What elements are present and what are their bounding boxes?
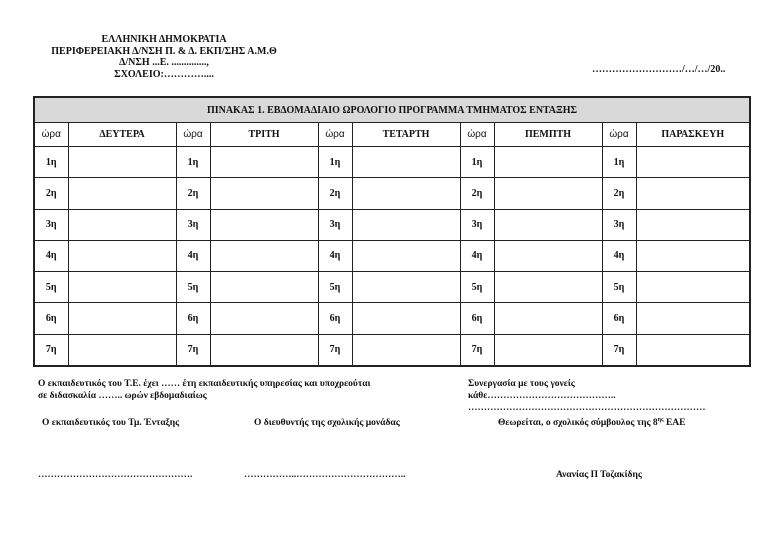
advisor-name: Ανανίας Π Τοζακίδης — [556, 470, 642, 480]
lesson-cell[interactable] — [68, 334, 176, 366]
hour-cell: 2η — [318, 178, 352, 209]
hour-cell: 5η — [34, 272, 68, 303]
lesson-cell[interactable] — [210, 334, 318, 366]
table-row — [34, 209, 750, 240]
hour-cell: 2η — [602, 178, 636, 209]
lesson-cell[interactable] — [494, 272, 602, 303]
lesson-cell[interactable] — [494, 209, 602, 240]
advisor-label-text: Θεωρείται, ο σχολικός σύμβουλος της 8 — [498, 418, 658, 428]
school-header — [38, 34, 290, 80]
hour-cell: 6η — [460, 303, 494, 334]
hour-cell: 2η — [34, 178, 68, 209]
hour-cell: 7η — [460, 334, 494, 366]
hour-cell: 5η — [602, 272, 636, 303]
hour-column-header: ώρα — [460, 123, 494, 147]
lesson-cell[interactable] — [210, 303, 318, 334]
lesson-cell[interactable] — [636, 240, 750, 271]
day-header-friday: ΠΑΡΑΣΚΕΥΗ — [636, 123, 750, 147]
hour-column-header: ώρα — [318, 123, 352, 147]
lesson-cell[interactable] — [68, 209, 176, 240]
hour-cell: 3η — [34, 209, 68, 240]
lesson-cell[interactable] — [494, 240, 602, 271]
day-header-thursday: ΠΕΜΠΤΗ — [494, 123, 602, 147]
lesson-cell[interactable] — [352, 303, 460, 334]
lesson-cell[interactable] — [494, 147, 602, 178]
hour-cell: 3η — [176, 209, 210, 240]
teacher-note-line-1: Ο εκπαιδευτικός του Τ.Ε. έχει …… έτη εκπαιδευτικής υπηρεσίας και υποχρεούται — [38, 379, 371, 389]
parents-note-line-1: Συνεργασία με τους γονείς — [468, 379, 575, 389]
director-signature-label: Ο διευθυντής της σχολικής μονάδας — [254, 418, 400, 428]
lesson-cell[interactable] — [352, 178, 460, 209]
teacher-service-note — [38, 378, 370, 402]
teacher-signature-label: Ο εκπαιδευτικός του Τμ. Ένταξης — [42, 418, 180, 428]
lesson-cell[interactable] — [352, 209, 460, 240]
lesson-cell[interactable] — [68, 303, 176, 334]
advisor-label-superscript: ης — [657, 416, 664, 423]
lesson-cell[interactable] — [68, 240, 176, 271]
table-row — [34, 240, 750, 271]
hour-cell: 2η — [176, 178, 210, 209]
hour-cell: 6η — [34, 303, 68, 334]
lesson-cell[interactable] — [68, 272, 176, 303]
lesson-cell[interactable] — [210, 147, 318, 178]
director-signature-line: ……………..…………………………….. — [244, 470, 406, 480]
hour-cell: 1η — [318, 147, 352, 178]
hour-cell: 4η — [460, 240, 494, 271]
lesson-cell[interactable] — [636, 209, 750, 240]
header-line-country: ΕΛΛΗΝΙΚΗ ΔΗΜΟΚΡΑΤΙΑ — [101, 34, 227, 45]
date-field: ………………………/…/…/20.. — [592, 64, 726, 75]
hour-cell: 3η — [602, 209, 636, 240]
hour-cell: 1η — [460, 147, 494, 178]
lesson-cell[interactable] — [494, 334, 602, 366]
header-line-school: ΣΧΟΛΕΙΟ:………….... — [114, 68, 214, 80]
hour-cell: 4η — [318, 240, 352, 271]
hour-cell: 7η — [34, 334, 68, 366]
lesson-cell[interactable] — [636, 272, 750, 303]
hour-column-header: ώρα — [176, 123, 210, 147]
table-header-row — [34, 123, 750, 147]
teacher-note-line-2: σε διδασκαλία …….. ωρών εβδομαδιαίως — [38, 391, 207, 401]
hour-cell: 6η — [176, 303, 210, 334]
parents-note-line-2: κάθε………………………………….. — [468, 391, 616, 401]
lesson-cell[interactable] — [352, 272, 460, 303]
header-line-directorate: Δ/ΝΣΗ ...Ε. .............., — [119, 57, 209, 68]
hour-cell: 4η — [34, 240, 68, 271]
hour-cell: 4η — [602, 240, 636, 271]
hour-cell: 5η — [318, 272, 352, 303]
day-header-monday: ΔΕΥΤΕΡΑ — [68, 123, 176, 147]
lesson-cell[interactable] — [68, 147, 176, 178]
hour-cell: 5η — [176, 272, 210, 303]
table-row — [34, 272, 750, 303]
lesson-cell[interactable] — [210, 209, 318, 240]
hour-cell: 1η — [602, 147, 636, 178]
hour-cell: 3η — [460, 209, 494, 240]
parents-note-line-3: ………………………………………………………………… — [468, 403, 706, 413]
lesson-cell[interactable] — [210, 178, 318, 209]
hour-cell: 7η — [176, 334, 210, 366]
hour-cell: 7η — [602, 334, 636, 366]
hour-cell: 3η — [318, 209, 352, 240]
parents-cooperation-note — [468, 378, 706, 414]
table-row — [34, 147, 750, 178]
lesson-cell[interactable] — [210, 240, 318, 271]
advisor-label-suffix: ΕΑΕ — [663, 418, 686, 428]
lesson-cell[interactable] — [494, 178, 602, 209]
day-header-wednesday: ΤΕΤΑΡΤΗ — [352, 123, 460, 147]
hour-cell: 2η — [460, 178, 494, 209]
day-header-tuesday: ΤΡΙΤΗ — [210, 123, 318, 147]
lesson-cell[interactable] — [352, 147, 460, 178]
lesson-cell[interactable] — [636, 147, 750, 178]
table-row — [34, 303, 750, 334]
hour-cell: 6η — [318, 303, 352, 334]
table-row — [34, 178, 750, 209]
hour-column-header: ώρα — [602, 123, 636, 147]
hour-column-header: ώρα — [34, 123, 68, 147]
lesson-cell[interactable] — [210, 272, 318, 303]
hour-cell: 1η — [176, 147, 210, 178]
hour-cell: 5η — [460, 272, 494, 303]
table-row — [34, 334, 750, 366]
lesson-cell[interactable] — [352, 334, 460, 366]
lesson-cell[interactable] — [68, 178, 176, 209]
advisor-signature-label — [498, 417, 686, 429]
teacher-signature-line: …………………………………………. — [38, 470, 193, 480]
weekly-timetable — [33, 96, 751, 367]
hour-cell: 6η — [602, 303, 636, 334]
lesson-cell[interactable] — [352, 240, 460, 271]
hour-cell: 4η — [176, 240, 210, 271]
table-title: ΠΙΝΑΚΑΣ 1. ΕΒΔΟΜΑΔΙΑΙΟ ΩΡΟΛΟΓΙΟ ΠΡΟΓΡΑΜΜΑ ΤΜΗΜΑΤΟΣ ΕΝΤΑΞΗΣ — [34, 97, 750, 123]
header-line-region: ΠΕΡΙΦΕΡΕΙΑΚΗ Δ/ΝΣΗ Π. & Δ. ΕΚΠ/ΣΗΣ Α.Μ.Θ — [51, 45, 277, 57]
lesson-cell[interactable] — [636, 334, 750, 366]
lesson-cell[interactable] — [636, 178, 750, 209]
hour-cell: 7η — [318, 334, 352, 366]
lesson-cell[interactable] — [636, 303, 750, 334]
lesson-cell[interactable] — [494, 303, 602, 334]
hour-cell: 1η — [34, 147, 68, 178]
